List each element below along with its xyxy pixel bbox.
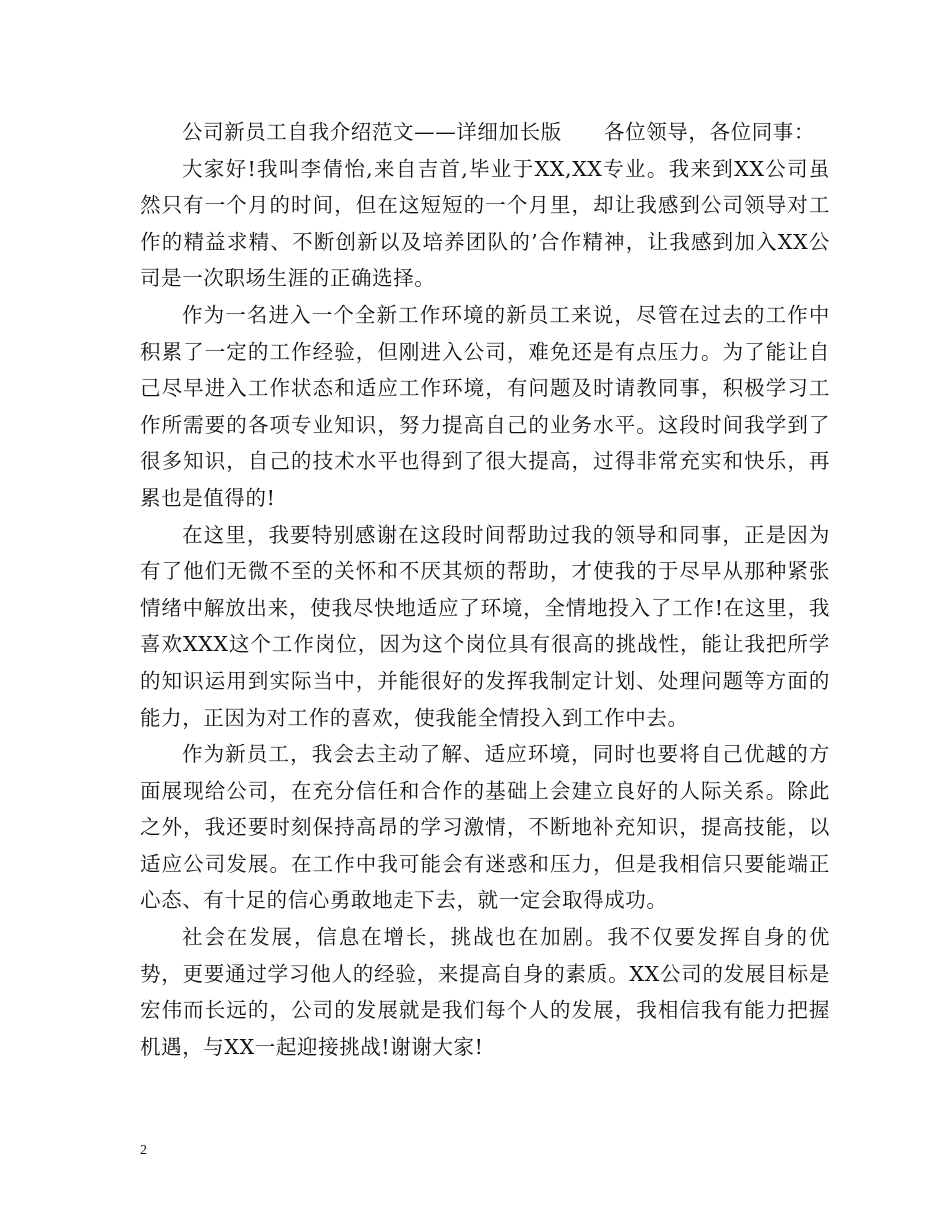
paragraph-title-greeting: 公司新员工自我介绍范文——详细加长版 各位领导，各位同事：	[182, 120, 815, 144]
paragraph-gratitude: 在这里，我要特别感谢在这段时间帮助过我的领导和同事，正是因为有了他们无微不至的关怀和不厌其烦的帮助，才使我的于尽早从那种紧张情绪中解放出来，使我尽快地适应了环境，全情地投入了工作!在这里，我喜欢XXX这个工作岗位，因为这个岗位具有很高的挑战性，能让我把所学的知识运用到实际当中，并能很好的发挥我制定计划、处理问题等方面的能力，正因为对工作的喜欢，使我能全情投入到工作中去。	[140, 522, 830, 730]
paragraph-introduction: 大家好!我叫李倩怡,来自吉首,毕业于XX,XX专业。我来到XX公司虽然只有一个月的时间，但在这短短的一个月里，却让我感到公司领导对工作的精益求精、不断创新以及培养团队的’合作精神，让我感到加入XX公司是一次职场生涯的正确选择。	[140, 156, 830, 291]
document-body	[140, 114, 830, 1065]
paragraph-work-experience: 作为一名进入一个全新工作环境的新员工来说，尽管在过去的工作中积累了一定的工作经验，但刚进入公司，难免还是有点压力。为了能让自己尽早进入工作状态和适应工作环境，有问题及时请教同事，积极学习工作所需要的各项专业知识，努力提高自己的业务水平。这段时间我学到了很多知识，自己的技术水平也得到了很大提高，过得非常充实和快乐，再累也是值得的!	[140, 302, 830, 510]
paragraph-closing: 社会在发展，信息在增长，挑战也在加剧。我不仅要发挥自身的优势，更要通过学习他人的经验，来提高自身的素质。XX公司的发展目标是宏伟而长远的，公司的发展就是我们每个人的发展，我相信我有能力把握机遇，与XX一起迎接挑战!谢谢大家!	[140, 925, 830, 1059]
page-number: 2	[140, 1143, 147, 1158]
paragraph-adaptation: 作为新员工，我会去主动了解、适应环境，同时也要将自己优越的方面展现给公司，在充分信任和合作的基础上会建立良好的人际关系。除此之外，我还要时刻保持高昂的学习激情，不断地补充知识，提高技能，以适应公司发展。在工作中我可能会有迷惑和压力，但是我相信只要能端正心态、有十足的信心勇敢地走下去，就一定会取得成功。	[140, 742, 830, 913]
